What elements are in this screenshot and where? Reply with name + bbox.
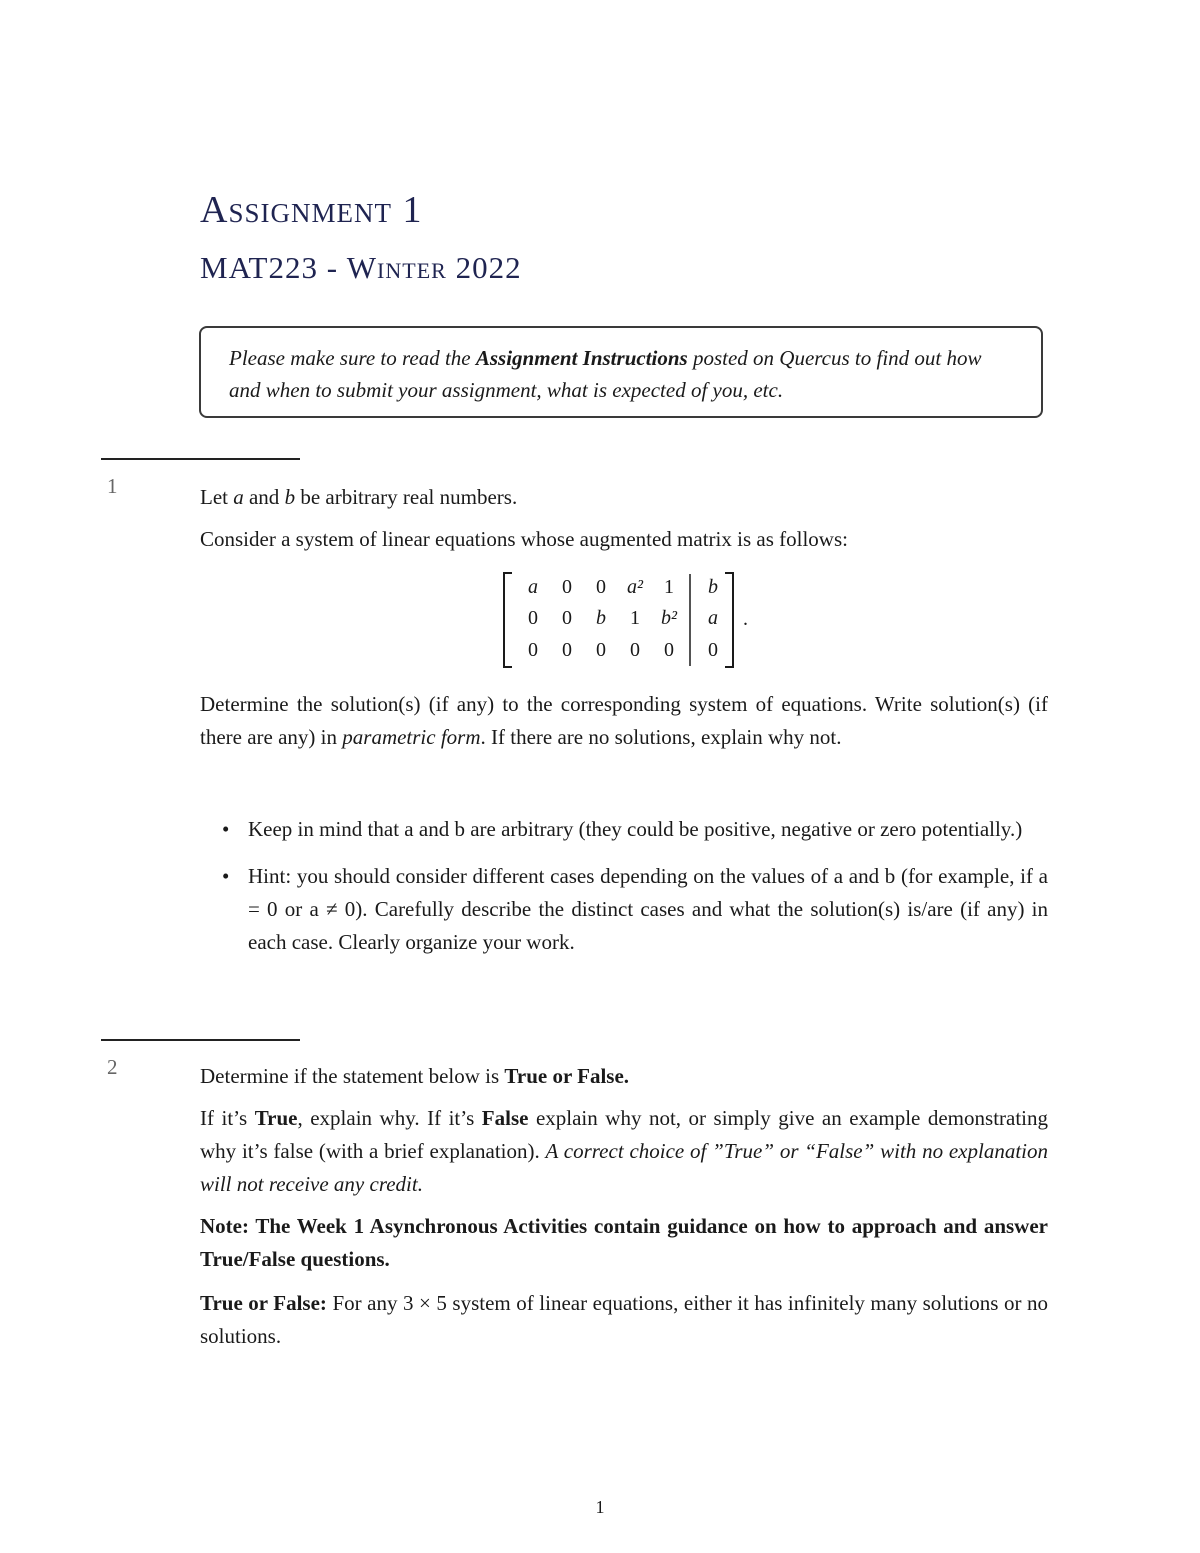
matrix-entry-r3-c4: 0 [630, 639, 640, 661]
matrix-period: . [743, 608, 748, 630]
matrix-entry-r1-c2: 0 [562, 576, 572, 598]
matrix-entry-r2-c3: b [596, 607, 606, 629]
q1-var-a: a [233, 485, 244, 509]
question-1-consider: Consider a system of linear equations whose augmented matrix is as follows: [200, 527, 848, 551]
assignment-title-text: Assignment 1 [200, 189, 423, 231]
notice-bold: Assignment Instructions [475, 346, 688, 370]
term-year: 2022 [446, 250, 522, 285]
question-1-bullets [222, 813, 1048, 959]
matrix-entry-r2-c4: 1 [630, 607, 640, 629]
matrix-entry-r3-c2: 0 [562, 639, 572, 661]
left-bracket [504, 573, 512, 667]
q2-true-word: True [254, 1106, 298, 1130]
matrix-entry-r3-c6: 0 [708, 639, 718, 661]
q1-determine-end: . If there are no solutions, explain why not. [480, 725, 842, 749]
q2-tf-statement: For any 3 × 5 system of linear equations, either it has infinitely many solutions or no solutions. [200, 1291, 1049, 1348]
matrix-entry-r2-c5: b² [661, 607, 677, 629]
q1-var-b: b [284, 485, 296, 509]
matrix-entry-r3-c3: 0 [596, 639, 606, 661]
page-number: 1 [595, 1497, 605, 1517]
course-code: MAT223 - [200, 250, 347, 285]
q2-if-text: If it’s [200, 1106, 255, 1130]
question-2-note: Note: The Week 1 Asynchronous Activities contain guidance on how to approach and answer True/False questions. [200, 1214, 1048, 1271]
matrix-entry-r3-c1: 0 [528, 639, 538, 661]
assignment-title [200, 188, 422, 232]
q1-bullet-keep-in-mind: • Keep in mind that a and b are arbitrary (they could be positive, negative or zero potentially.) [222, 813, 1048, 846]
question-2-statement [200, 1287, 1048, 1353]
question-2-explain [200, 1102, 1048, 1201]
question-2-determine [200, 1060, 1048, 1093]
q1-intro-and: and [243, 485, 285, 509]
q2-if-text-3: explain why not, or simply give an example demonstrating why it’s false (with a brief explanation). [200, 1106, 1049, 1163]
q2-false-word: False [481, 1106, 529, 1130]
matrix-entry-r1-c1: a [528, 576, 538, 598]
q2-true-or-false: True or False. [504, 1064, 630, 1088]
q1-intro-text: Let [200, 485, 234, 509]
q2-credit-warning: A correct choice of ”True” or “False” with no explanation will not receive any credit. [200, 1139, 1049, 1196]
question-2-number: 2 [107, 1055, 118, 1079]
notice-text-before: Please make sure to read the [229, 346, 476, 370]
matrix-entry-r3-c5: 0 [664, 639, 674, 661]
question-2-divider [101, 1039, 300, 1041]
notice-text-after: posted on Quercus to find out how and when to submit your assignment, what is expected of you, etc. [229, 346, 982, 402]
q1-parametric-form: parametric form [342, 725, 481, 749]
term-name: Winter [346, 250, 447, 285]
question-1-intro [200, 481, 1048, 514]
q2-if-text-2: , explain why. If it’s [297, 1106, 482, 1130]
matrix-entry-r2-c1: 0 [528, 607, 538, 629]
matrix-entry-r2-c2: 0 [562, 607, 572, 629]
q1-bullet-hint: • Hint: you should consider different cases depending on the values of a and b (for example, if a = 0 or a ≠ 0). Carefully describe the distinct cases and what the solution(s) is/are (if any) in each case. Clearly organize your work. [222, 860, 1048, 959]
q2-tf-label: True or False: [200, 1291, 327, 1315]
q1-determine-text: Determine the solution(s) (if any) to the corresponding system of equations. Write solution(s) (if there are any) in [200, 692, 1048, 749]
augmented-matrix [500, 570, 750, 670]
question-1-determine [200, 688, 1048, 754]
matrix-entry-r2-c6: a [708, 607, 718, 629]
matrix-entry-r1-c6: b [708, 576, 718, 598]
question-1-divider [101, 458, 300, 460]
matrix-entry-r1-c3: 0 [596, 576, 606, 598]
matrix-entry-r1-c4: a² [627, 576, 643, 598]
q2-determine-text: Determine if the statement below is [200, 1064, 505, 1088]
course-subtitle [200, 250, 522, 286]
q1-intro-end: be arbitrary real numbers. [295, 485, 518, 509]
question-1-number: 1 [107, 474, 118, 498]
instructions-notice [199, 326, 1043, 418]
matrix-entry-r1-c5: 1 [664, 576, 674, 598]
